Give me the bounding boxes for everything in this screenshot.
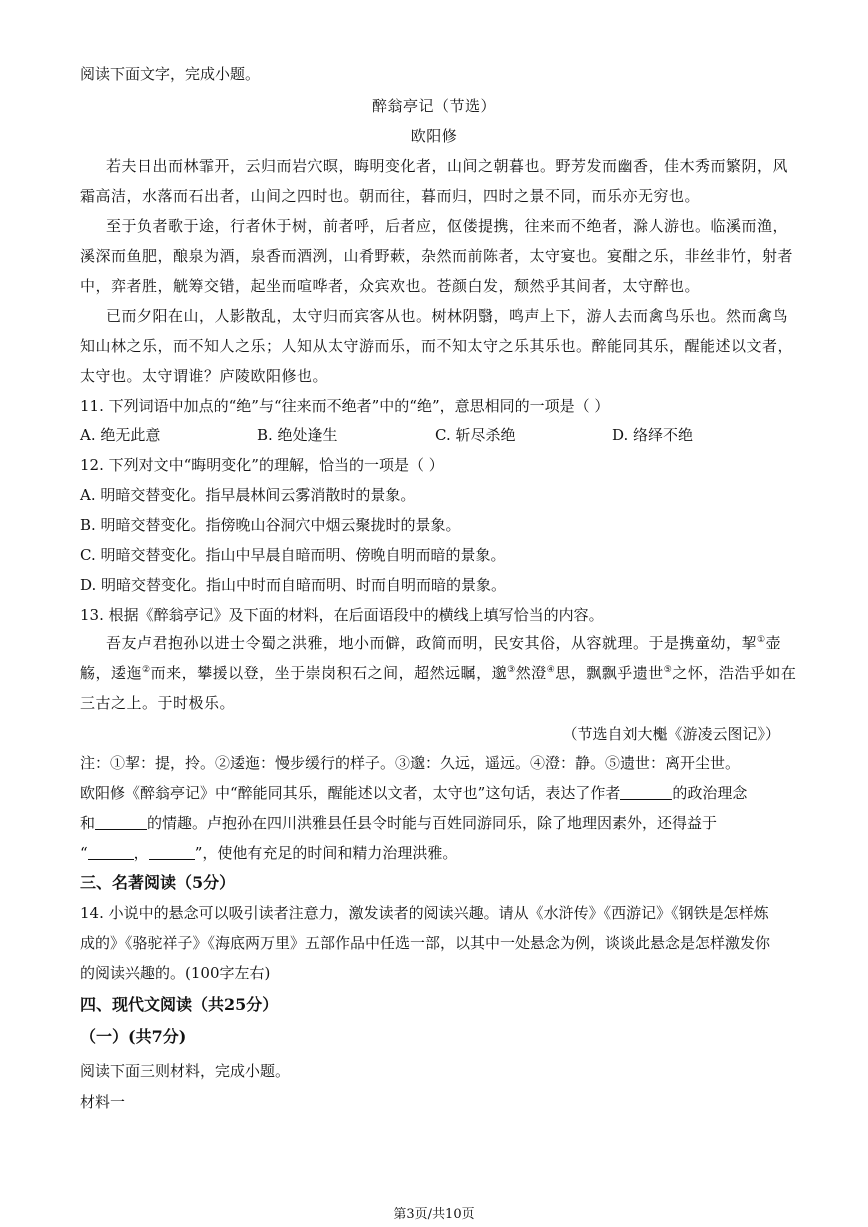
question-11-stem: 11. 下列词语中加点的“绝”与“往来而不绝者”中的“绝”，意思相同的一项是（ ）	[80, 397, 610, 415]
subsection-heading: （一）(共7分)	[80, 1027, 187, 1046]
material-text: 壶	[765, 634, 782, 652]
material-source: （节选自刘大櫆《游凌云图记》）	[562, 725, 780, 743]
passage-line: 已而夕阳在山，人影散乱，太守归而宾客从也。树林阴翳，鸣声上下，游人去而禽鸟乐也。然而禽鸟	[106, 307, 789, 325]
answer-blank[interactable]	[95, 815, 147, 830]
material-line: 三古之上。于时极乐。	[80, 694, 236, 712]
paragraph-text: “	[80, 844, 88, 862]
footnote-marker: ②	[142, 665, 151, 675]
q11-option-a: A. 绝无此意	[80, 426, 161, 444]
q11-option-b: B. 绝处逢生	[257, 426, 338, 444]
passage-line: 中，弈者胜，觥筹交错，起坐而喧哗者，众宾欢也。苍颜白发，颓然乎其间者，太守醉也。	[80, 277, 701, 295]
passage-title: 醉翁亭记（节选）	[371, 97, 496, 115]
question-14-line: 14. 小说中的悬念可以吸引读者注意力，激发读者的阅读兴趣。请从《水浒传》《西游记》《钢铁是怎样炼	[80, 904, 769, 922]
paragraph-text: 的政治理念	[672, 784, 748, 802]
passage-line: 太守也。太守谓谁？庐陵欧阳修也。	[80, 367, 329, 385]
footnote-marker: ①	[757, 635, 766, 645]
q12-option-b: B. 明暗交替变化。指傍晚山谷洞穴中烟云聚拢时的景象。	[80, 516, 461, 534]
answer-blank[interactable]	[620, 785, 672, 800]
section-4-intro: 阅读下面三则材料，完成小题。	[80, 1062, 291, 1080]
paragraph-text: 和	[80, 814, 96, 832]
intro-text: 阅读下面文字，完成小题。	[80, 65, 261, 83]
passage-line: 知山林之乐，而不知人之乐；人知从太守游而乐，而不知太守之乐其乐也。醉能同其乐，醒能述以文者，	[80, 337, 794, 355]
answer-blank[interactable]	[149, 845, 195, 860]
page-footer: 第3页/共10页	[393, 1207, 475, 1222]
q12-option-d: D. 明暗交替变化。指山中时而自暗而明、时而自明而暗的景象。	[80, 576, 507, 594]
passage-line: 若夫日出而林霏开，云归而岩穴暝，晦明变化者，山间之朝暮也。野芳发而幽香，佳木秀而繁阴，风	[106, 157, 789, 175]
material-text: 而来，攀援以登，坐于崇岗积石之间，超然远瞩，邈	[150, 664, 508, 682]
material-text: 之怀，浩浩乎如在	[672, 664, 797, 682]
q13-paragraph-line	[80, 813, 717, 833]
question-12-stem: 12. 下列对文中“晦明变化”的理解，恰当的一项是（ ）	[80, 456, 444, 474]
question-14-line: 成的》《骆驼祥子》《海底两万里》五部作品中任选一部，以其中一处悬念为例，谈谈此悬念是怎样激发你	[80, 934, 771, 952]
passage-line: 霜高洁，水落而石出者，山间之四时也。朝而往，暮而归，四时之景不同，而乐亦无穷也。	[80, 187, 701, 205]
material-line	[106, 633, 781, 653]
footnote-marker: ④	[546, 665, 556, 675]
material-text: 然澄	[515, 664, 547, 682]
q13-paragraph-line	[80, 783, 747, 803]
material-text: 思，飘飘乎遗世	[555, 664, 664, 682]
paragraph-text: ，	[133, 844, 149, 862]
answer-blank[interactable]	[88, 845, 134, 860]
paragraph-text: ”，使他有充足的时间和精力治理洪雅。	[194, 844, 458, 862]
passage-author: 欧阳修	[410, 127, 458, 145]
material-text: 觞，逶迤	[80, 664, 143, 682]
question-14-line: 的阅读兴趣的。(100字左右)	[80, 964, 271, 982]
section-4-heading: 四、现代文阅读（共25分）	[80, 995, 279, 1014]
q12-option-c: C. 明暗交替变化。指山中早晨自暗而明、傍晚自明而暗的景象。	[80, 546, 506, 564]
footnote-marker: ⑤	[663, 665, 673, 675]
footnotes: 注：①挈：提，拎。②逶迤：慢步缓行的样子。③邈：久远，遥远。④澄：静。⑤遗世：离开尘世。	[80, 754, 741, 772]
paragraph-text: 欧阳修《醉翁亭记》中“醉能同其乐，醒能述以文者，太守也”这句话，表达了作者	[80, 784, 621, 802]
material-text: 吾友卢君抱孙以进士令蜀之洪雅，地小而僻，政简而明，民安其俗，从容就理。于是携童幼，挈	[106, 634, 758, 652]
q11-option-c: C. 斩尽杀绝	[435, 426, 516, 444]
paragraph-text: 的情趣。卢抱孙在四川洪雅县任县令时能与百姓同游同乐，除了地理因素外，还得益于	[147, 814, 718, 832]
section-3-heading: 三、名著阅读（5分）	[80, 873, 236, 892]
passage-line: 溪深而鱼肥，酿泉为酒，泉香而酒洌，山肴野蔌，杂然而前陈者，太守宴也。宴酣之乐，非丝非竹，射者	[80, 247, 794, 265]
q13-paragraph-line	[80, 843, 457, 863]
material-line	[80, 663, 796, 683]
q11-option-d: D. 络绎不绝	[612, 426, 694, 444]
material-label: 材料一	[80, 1093, 126, 1111]
q12-option-a: A. 明暗交替变化。指早晨林间云雾消散时的景象。	[80, 486, 416, 504]
question-13-stem: 13. 根据《醉翁亭记》及下面的材料，在后面语段中的横线上填写恰当的内容。	[80, 606, 604, 624]
passage-line: 至于负者歌于途，行者休于树，前者呼，后者应，伛偻提携，往来而不绝者，滁人游也。临溪而渔，	[106, 217, 789, 235]
footnote-marker: ③	[507, 665, 516, 675]
